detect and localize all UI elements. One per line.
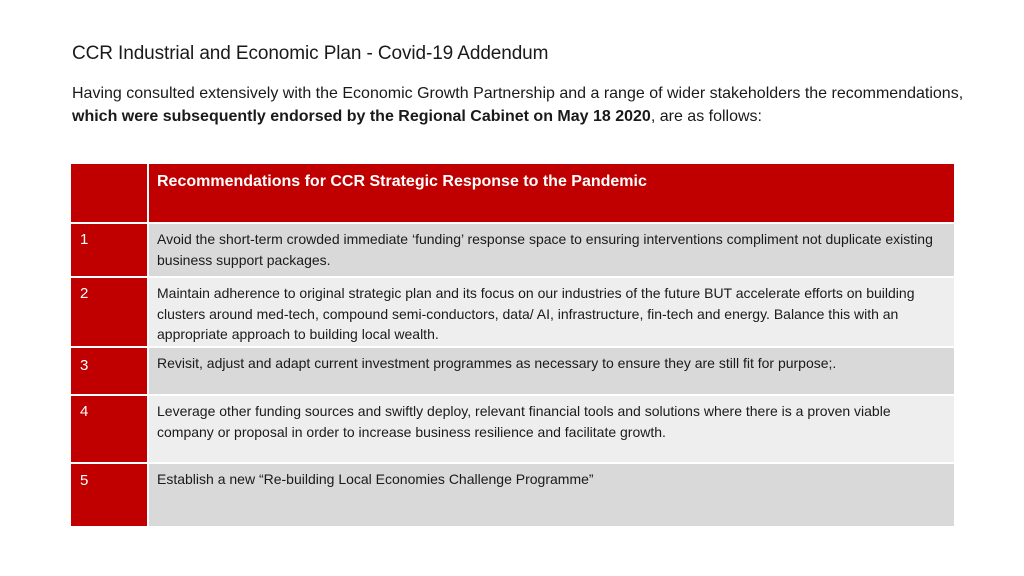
table-row <box>71 223 954 277</box>
recommendations-table <box>71 164 954 528</box>
intro-paragraph <box>72 82 972 128</box>
table-row <box>71 395 954 463</box>
row-text: Revisit, adjust and adapt current investment programmes as necessary to ensure they are still fit for purpose;. <box>148 347 954 395</box>
row-number: 3 <box>71 347 148 395</box>
row-text: Establish a new “Re-building Local Economies Challenge Programme” <box>148 463 954 527</box>
row-text: Maintain adherence to original strategic plan and its focus on our industries of the future BUT accelerate efforts on building clusters around med-tech, compound semi-conductors, data/ AI, infrastructure, fin-tech and energy. Balance this with an appropriate approach to building local wealth. <box>148 277 954 347</box>
slide-title: CCR Industrial and Economic Plan - Covid-19 Addendum <box>72 43 549 64</box>
row-number: 1 <box>71 223 148 277</box>
intro-text-bold: which were subsequently endorsed by the Regional Cabinet on May 18 2020 <box>72 108 651 125</box>
row-number: 2 <box>71 277 148 347</box>
header-number-cell <box>71 164 148 223</box>
row-number: 5 <box>71 463 148 527</box>
table-row <box>71 277 954 347</box>
row-text: Leverage other funding sources and swiftly deploy, relevant financial tools and solutions where there is a proven viable company or proposal in order to increase business resilience and facilitate growth. <box>148 395 954 463</box>
table-row <box>71 347 954 395</box>
intro-text-part2: , are as follows: <box>650 108 762 125</box>
row-text: Avoid the short-term crowded immediate ‘funding’ response space to ensuring interventions compliment not duplicate existing business support packages. <box>148 223 954 277</box>
table-header: Recommendations for CCR Strategic Response to the Pandemic <box>148 164 954 223</box>
row-number: 4 <box>71 395 148 463</box>
table-row <box>71 463 954 527</box>
intro-text-part1: Having consulted extensively with the Economic Growth Partnership and a range of wider stakeholders the recommendations, <box>72 85 964 102</box>
table-header-row <box>71 164 954 223</box>
